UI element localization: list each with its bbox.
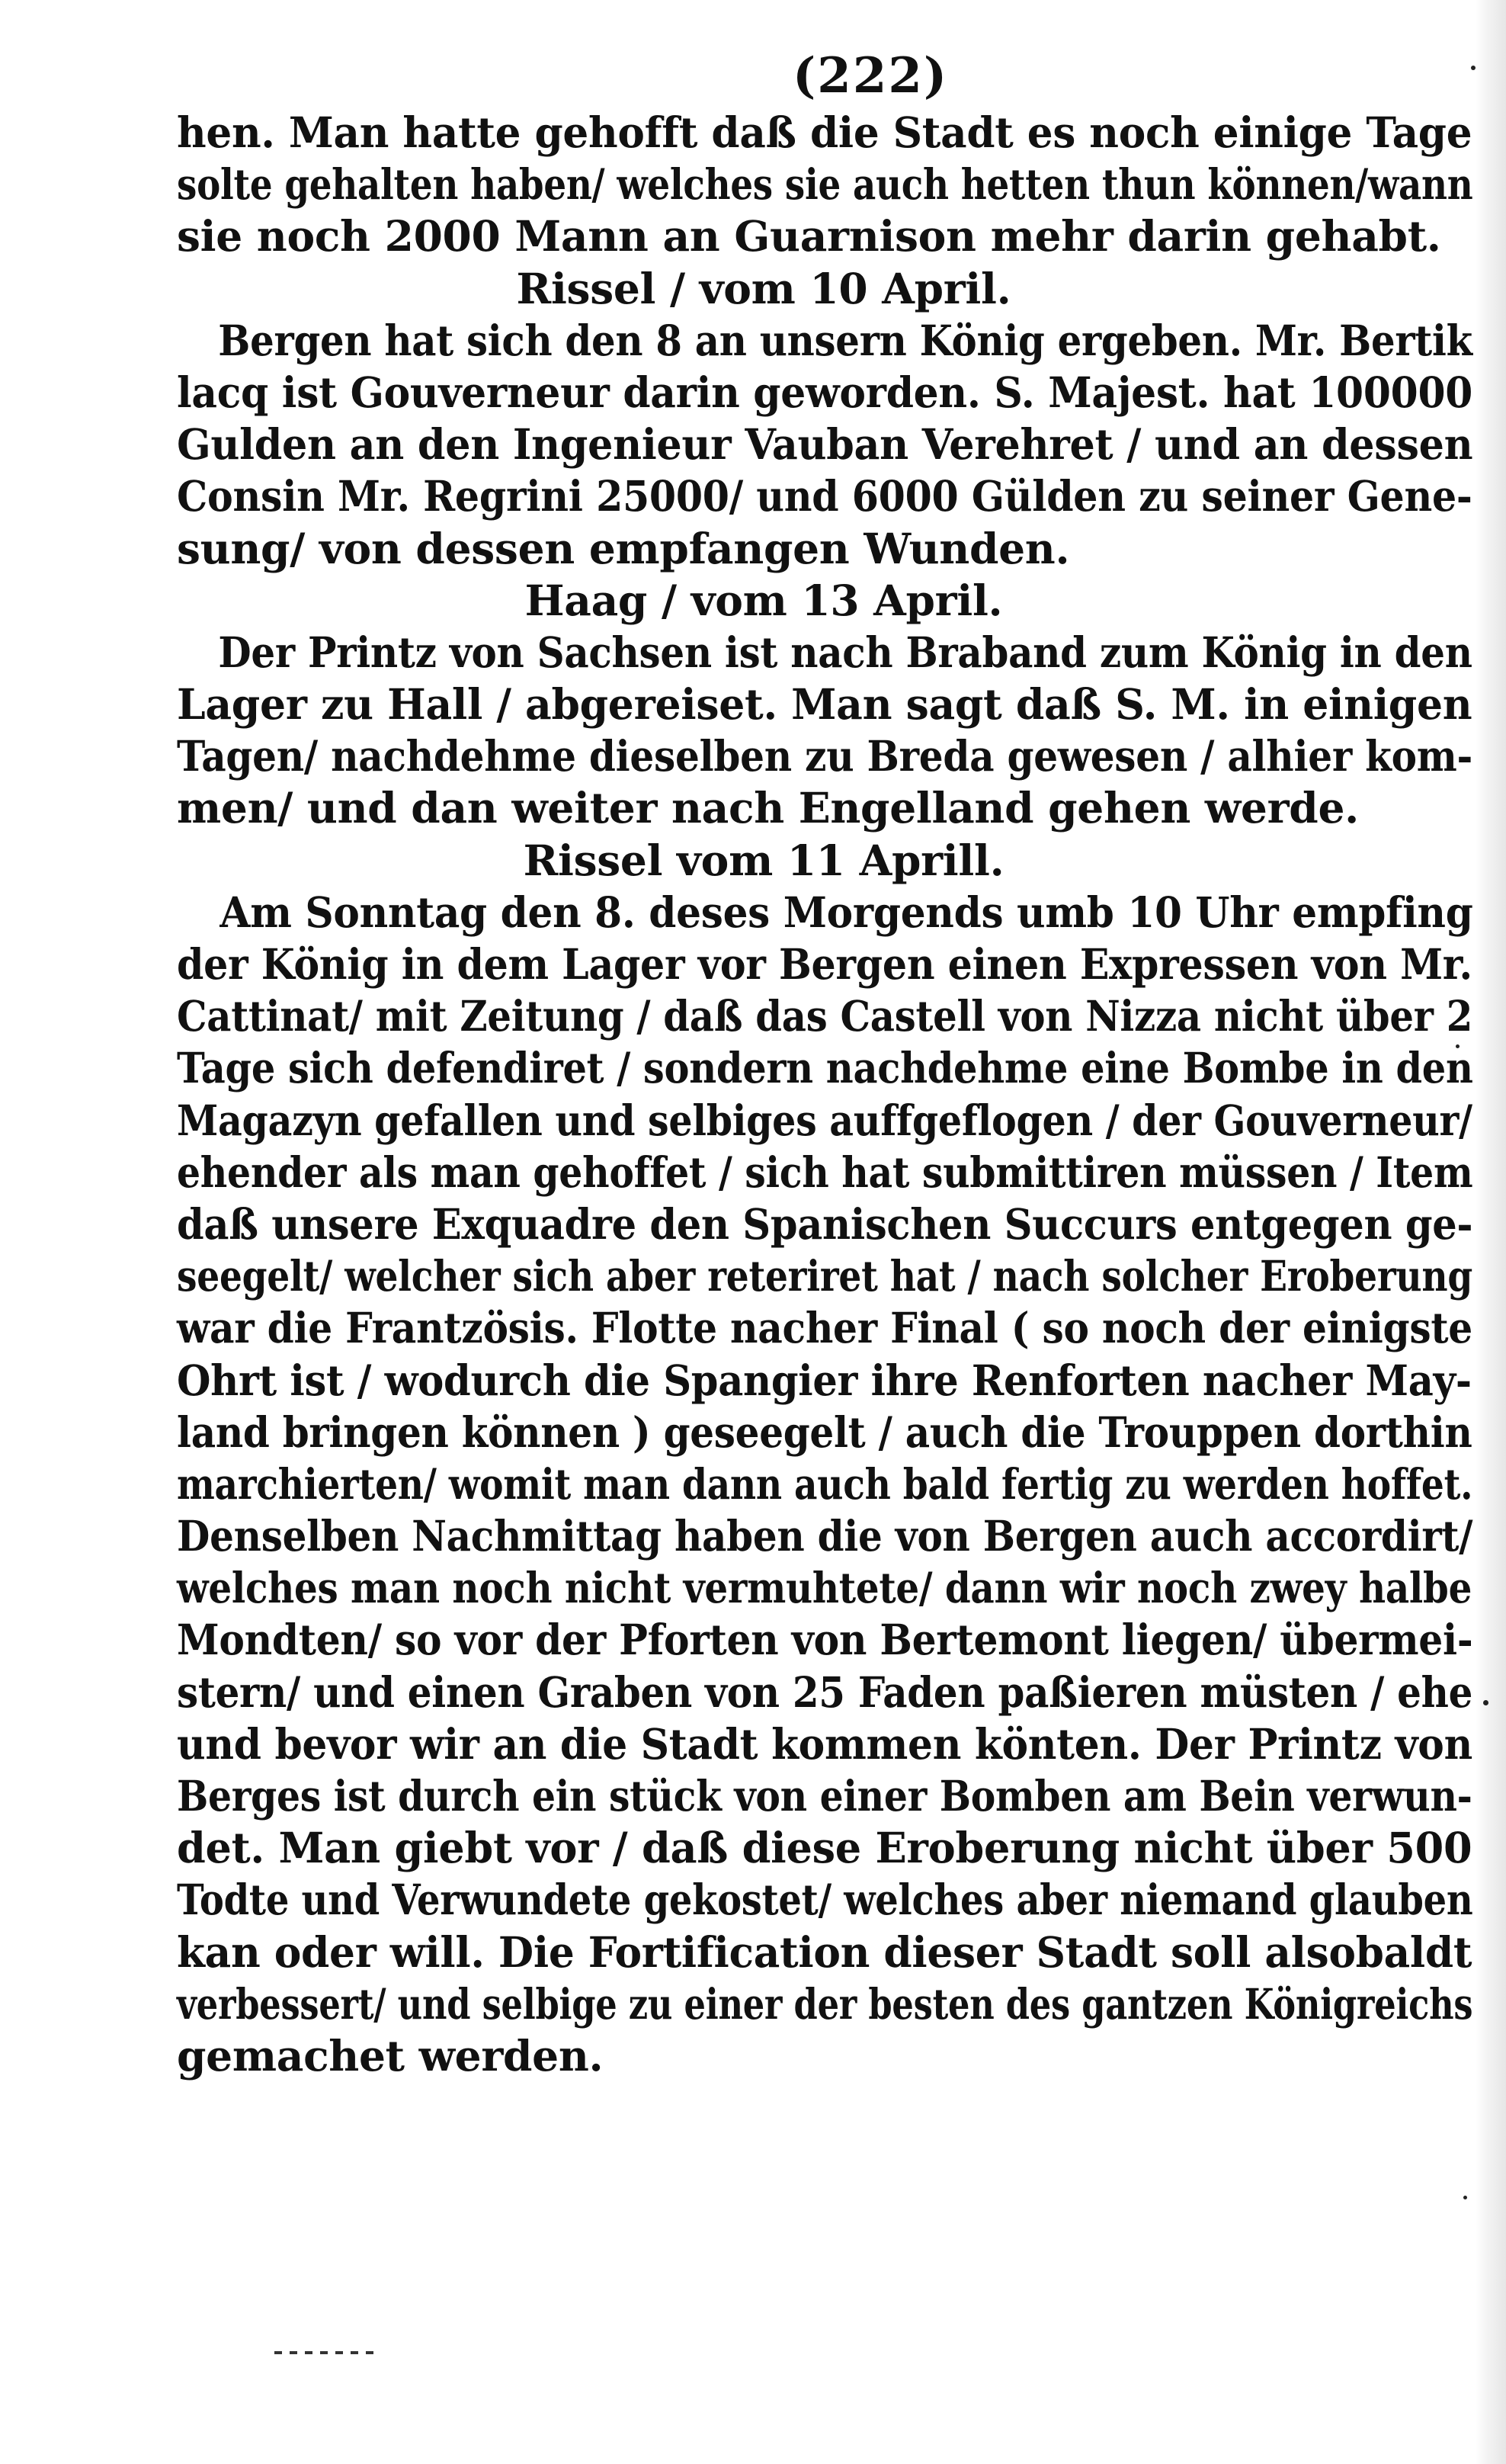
text-line: Todte und Verwundete gekostet/ welches aber niemand glauben xyxy=(177,1875,1473,1925)
text-line: ehender als man gehoffet / sich hat submittiren müssen / Item xyxy=(177,1147,1473,1197)
text-line: Lager zu Hall / abgereiset. Man sagt daß S. M. in einigen xyxy=(177,679,1472,730)
text-line: Tagen/ nachdehme dieselben zu Breda gewesen / alhier kom- xyxy=(177,731,1472,781)
ink-speck xyxy=(1463,2196,1467,2199)
text-line: land bringen können ) geseegelt / auch die Trouppen dorthin xyxy=(177,1407,1472,1457)
text-line: Denselben Nachmittag haben die von Bergen auch accordirt/ xyxy=(177,1511,1473,1561)
article-text xyxy=(177,107,1472,2082)
text-line: stern/ und einen Graben von 25 Faden paßieren müsten / ehe xyxy=(177,1667,1473,1717)
text-line: Magazyn gefallen und selbiges auffgeflogen / der Gouverneur/ xyxy=(177,1095,1472,1145)
text-line: Ohrt ist / wodurch die Spangier ihre Renforten nacher May- xyxy=(177,1355,1472,1405)
text-line: der König in dem Lager vor Bergen einen Expressen von Mr. xyxy=(177,939,1472,989)
text-line: Cattinat/ mit Zeitung / daß das Castell von Nizza nicht über 2 xyxy=(177,991,1473,1041)
text-line: det. Man giebt vor / daß diese Eroberung nicht über 500 xyxy=(177,1823,1472,1873)
text-line: Gulden an den Ingenieur Vauban Verehret / und an dessen xyxy=(177,419,1473,470)
text-line: men/ und dan weiter nach Engelland gehen werde. xyxy=(177,783,1359,833)
text-line: Am Sonntag den 8. deses Morgends umb 10 Uhr empfing xyxy=(219,887,1473,937)
dateline: Rissel vom 11 Aprill. xyxy=(523,835,1005,885)
text-line: verbessert/ und selbige zu einer der besten des gantzen Königreichs xyxy=(177,1978,1473,2029)
ink-speck xyxy=(1471,66,1476,70)
text-line: und bevor wir an die Stadt kommen könten. Der Printz von xyxy=(177,1718,1472,1769)
text-line: Bergen hat sich den 8 an unsern König ergeben. Mr. Bertik xyxy=(218,315,1472,365)
text-line: sung/ von dessen empfangen Wunden. xyxy=(177,523,1070,573)
text-line: marchierten/ womit man dann auch bald fertig zu werden hoffet. xyxy=(177,1458,1473,1509)
page-number: (222) xyxy=(793,47,949,104)
text-line: gemachet werden. xyxy=(177,2030,604,2081)
ink-speck xyxy=(1483,1700,1488,1705)
page-edge-shadow xyxy=(1476,0,1506,2464)
text-line: lacq ist Gouverneur darin geworden. S. Majest. hat 100000 xyxy=(177,367,1473,417)
text-line: kan oder will. Die Fortification dieser Stadt soll alsobaldt xyxy=(177,1927,1472,1977)
text-line: daß unsere Exquadre den Spanischen Succurs entgegen ge- xyxy=(177,1198,1473,1249)
text-line: hen. Man hatte gehofft daß die Stadt es noch einige Tage xyxy=(177,107,1472,157)
text-line: war die Frantzösis. Flotte nacher Final ( so noch der einigste xyxy=(177,1303,1472,1353)
text-line: Mondten/ so vor der Pforten von Bertemont liegen/ übermei- xyxy=(177,1615,1473,1665)
text-line: Consin Mr. Regrini 25000/ und 6000 Gülden zu seiner Gene- xyxy=(177,471,1472,521)
bottom-ink-mark xyxy=(274,2351,381,2354)
text-line: welches man noch nicht vermuhtete/ dann wir noch zwey halbe xyxy=(177,1563,1472,1613)
text-line: Der Printz von Sachsen ist nach Braband zum König in den xyxy=(218,627,1472,677)
text-line: sie noch 2000 Mann an Guarnison mehr darin gehabt. xyxy=(177,211,1441,261)
text-line: Tage sich defendiret / sondern nachdehme eine Bombe in den xyxy=(177,1043,1473,1093)
dateline: Rissel / vom 10 April. xyxy=(516,263,1011,313)
dateline: Haag / vom 13 April. xyxy=(524,575,1003,625)
text-line: solte gehalten haben/ welches sie auch hetten thun können/wann xyxy=(177,159,1473,210)
text-line: seegelt/ welcher sich aber reteriret hat / nach solcher Eroberung xyxy=(177,1251,1472,1301)
text-line: Berges ist durch ein stück von einer Bomben am Bein verwun- xyxy=(177,1771,1472,1821)
